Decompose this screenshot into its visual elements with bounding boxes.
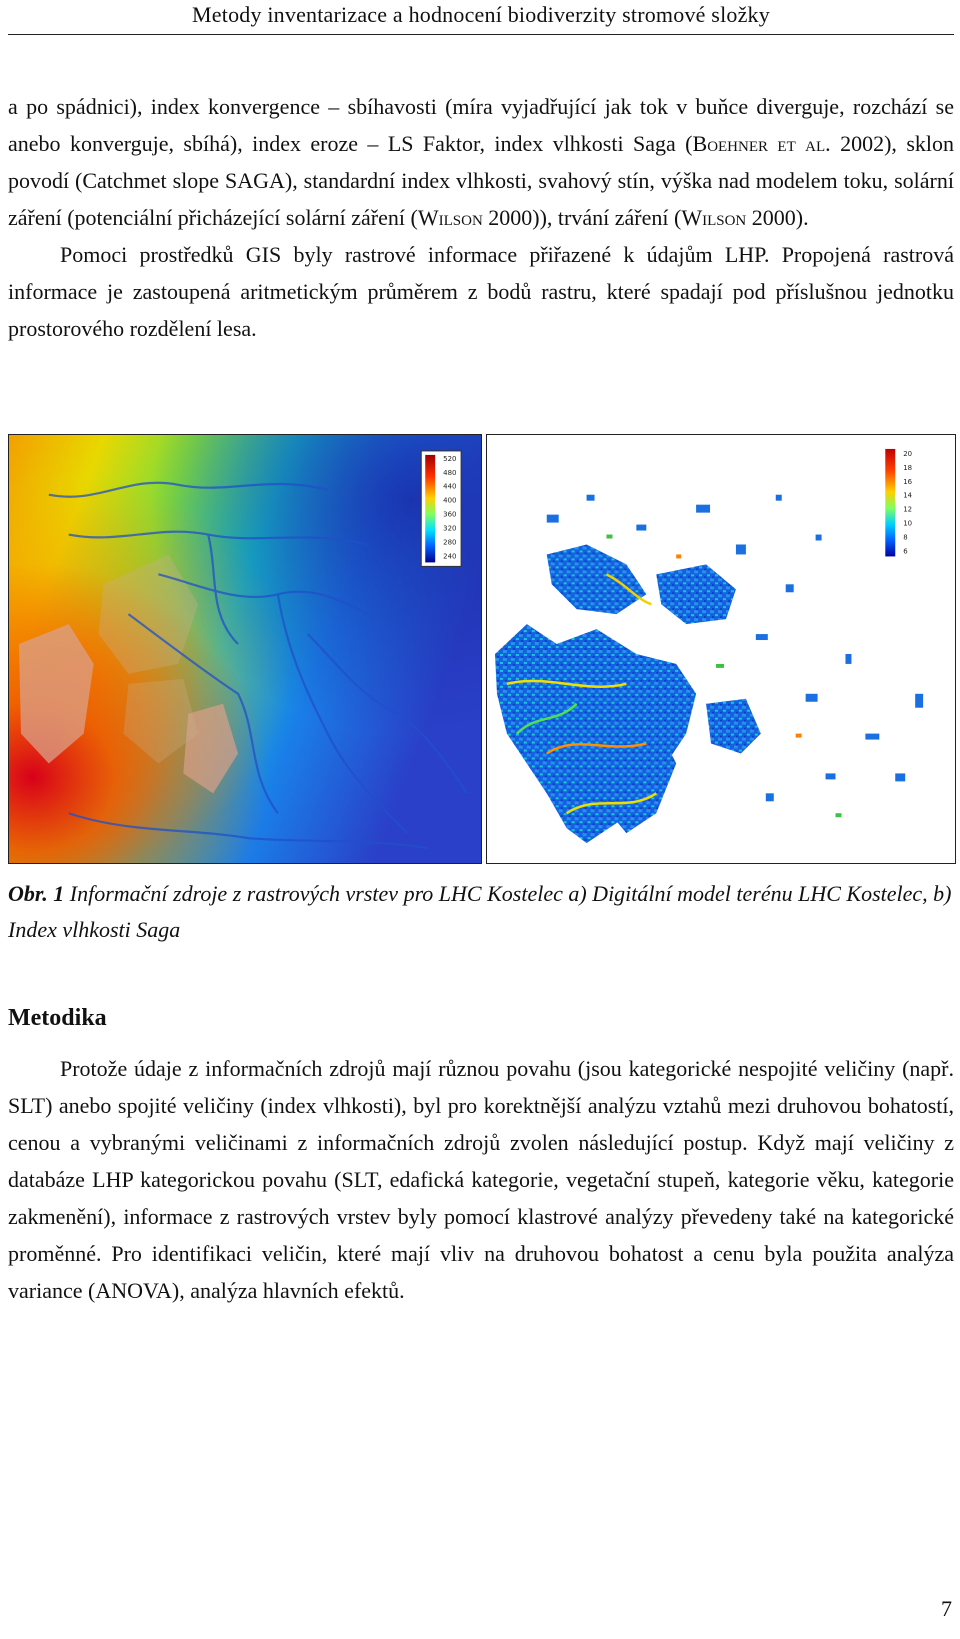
legend-a-240: 240 <box>443 552 457 561</box>
legend-a-320: 320 <box>443 524 457 533</box>
header-title: Metody inventarizace a hodnocení biodiverzity stromové složky <box>192 2 770 27</box>
para1-part-b: . 2002), sklon povodí (Catchmet slope SAGA), standardní index vlhkosti, svahový stín, výška nad modelem toku, solární záření (potenciální přicházející solární záření ( <box>8 131 954 230</box>
para1-part-d: 2000). <box>746 205 809 230</box>
wetness-map-graphic <box>487 435 955 863</box>
legend-b-18: 18 <box>903 463 913 472</box>
body-text-top <box>8 88 954 347</box>
wetness-index-map-image <box>486 434 956 864</box>
legend-b-20: 20 <box>903 449 913 458</box>
legend-a-520: 520 <box>443 454 457 463</box>
dem-map-image <box>8 434 482 864</box>
legend-b-16: 16 <box>903 477 913 486</box>
legend-b-12: 12 <box>903 505 913 514</box>
legend-a-400: 400 <box>443 496 457 505</box>
paragraph-1 <box>8 88 954 236</box>
section-heading: Metodika <box>8 1005 107 1031</box>
para1-part-a: a po spádnici), index konvergence – sbíhavosti (míra vyjadřující jak tok v buňce diverguje, rozchází se anebo konverguje, sbíhá), index eroze – LS Faktor, index vlhkosti Saga ( <box>8 94 954 156</box>
citation-wilson-2: Wilson <box>681 205 747 230</box>
citation-wilson-1: Wilson <box>417 205 483 230</box>
caption-text: Informační zdroje z rastrových vrstev pro LHC Kostelec a) Digitální model terénu LHC Kostelec, b) Index vlhkosti Saga <box>8 881 952 942</box>
paragraph-3: Protože údaje z informačních zdrojů mají různou povahu (jsou kategorické nespojité veličiny (např. SLT) anebo spojité veličiny (index vlhkosti), byl pro korektnější analýzu vztahů mezi druhovou bohatostí, cenou a vybranými veličinami z informačních zdrojů zvolen následující postup. Když mají veličiny z databáze LHP kategorickou povahu (SLT, edafická kategorie, vegetační stupeň, kategorie věku, kategorie zakmenění), informace z rastrových vrstev byly pomocí klastrové analýzy převedeny také na kategorické proměnné. Pro identifikaci veličin, které mají vliv na druhovou bohatost a cenu byla použita analýza variance (ANOVA), analýza hlavních efektů. <box>8 1056 954 1303</box>
running-header <box>8 0 954 35</box>
legend-b-14: 14 <box>903 491 913 500</box>
figure-caption <box>8 876 954 948</box>
legend-a-280: 280 <box>443 538 457 547</box>
legend-a-480: 480 <box>443 468 457 477</box>
legend-b-6: 6 <box>903 547 908 556</box>
legend-b-8: 8 <box>903 533 908 542</box>
legend-a-440: 440 <box>443 482 457 491</box>
caption-label: Obr. 1 <box>8 881 65 906</box>
legend-b-10: 10 <box>903 519 913 528</box>
citation-boehner: Boehner et al <box>692 131 826 156</box>
figure-1 <box>8 434 956 864</box>
page-number: 7 <box>941 1596 952 1621</box>
legend-a-360: 360 <box>443 510 457 519</box>
para1-part-c: 2000)), trvání záření ( <box>482 205 682 230</box>
body-text-methods <box>8 1050 954 1309</box>
paragraph-2: Pomoci prostředků GIS byly rastrové informace přiřazené k údajům LHP. Propojená rastrová informace je zastoupená aritmetickým průměrem z bodů rastru, které spadají pod příslušnou jednotku prostorového rozdělení lesa. <box>8 242 954 341</box>
dem-map-graphic <box>9 435 481 863</box>
